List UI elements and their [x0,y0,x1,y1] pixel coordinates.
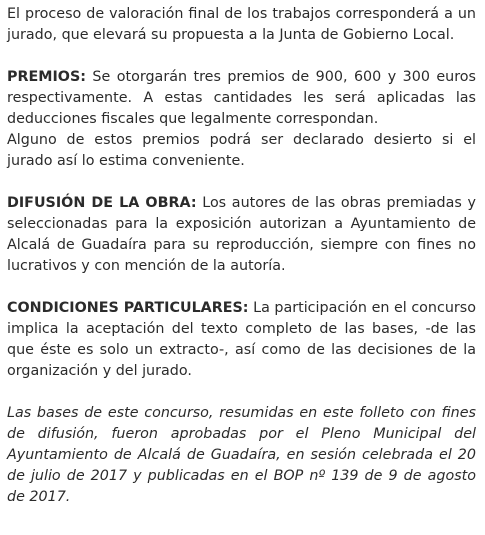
premios-text: Se otorgarán tres premios de 900, 600 y 300 euros respectivamente. A estas cantidades les será aplicadas las deducciones fiscales que legalmente correspondan. [7,69,476,127]
difusion-paragraph [7,193,476,277]
premios-text-2: Alguno de estos premios podrá ser declarado desierto si el jurado así lo estima conveniente. [7,132,476,169]
difusion-text: Los autores de las obras premiadas y seleccionadas para la exposición autorizan a Ayuntamiento de Alcalá de Guadaíra para su reproducción, siempre con fines no lucrativos y con mención de la autoría. [7,195,476,274]
nota-paragraph [7,403,476,508]
intro-paragraph [7,4,476,46]
nota-text: Las bases de este concurso, resumidas en este folleto con fines de difusión, fueron aprobadas por el Pleno Municipal del Ayuntamiento de Alcalá de Guadaíra, en sesión celebrada el 20 de julio de 2017 y publicadas en el BOP nº 139 de 9 de agosto de 2017. [7,405,476,505]
condiciones-text: La participación en el concurso implica la aceptación del texto completo de las bases, -de las que éste es solo un extracto-, así como de las decisiones de la organización y del jurado. [7,300,476,379]
premios-paragraph [7,67,476,172]
difusion-heading: DIFUSIÓN DE LA OBRA: [7,195,197,211]
premios-heading: PREMIOS: [7,69,86,85]
intro-text: El proceso de valoración final de los trabajos corresponderá a un jurado, que elevará su propuesta a la Junta de Gobierno Local. [7,6,476,43]
condiciones-heading: CONDICIONES PARTICULARES: [7,300,249,316]
condiciones-paragraph [7,298,476,382]
